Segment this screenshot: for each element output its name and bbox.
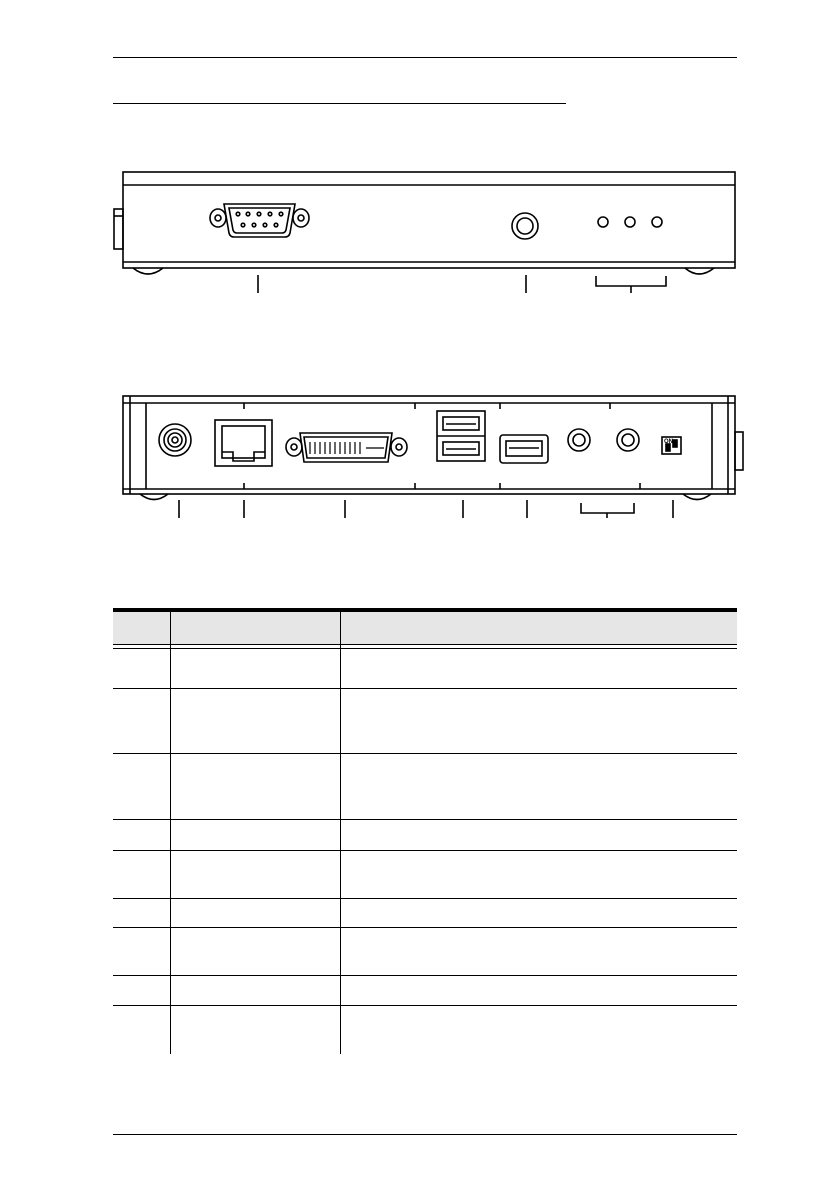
front-button (512, 213, 538, 239)
front-panel-drawing (114, 172, 735, 293)
row-separator (113, 1005, 737, 1006)
rear-usb-single (500, 435, 548, 463)
row-separator (113, 753, 737, 754)
footer-rule (113, 1134, 737, 1135)
dip-switch-on-label: ON (664, 439, 673, 445)
rear-lan-port (215, 420, 272, 466)
rear-dvi-port (286, 433, 407, 462)
row-separator (113, 850, 737, 851)
table-header-rule (113, 644, 737, 645)
panel-diagrams (0, 0, 823, 560)
row-separator (113, 975, 737, 976)
rear-panel-drawing (123, 396, 743, 518)
row-separator (113, 898, 737, 899)
rear-power-jack (159, 424, 191, 456)
table-header (113, 612, 737, 644)
rear-audio-jacks (568, 429, 639, 451)
column-separator (340, 612, 341, 1054)
rear-usb-stack (437, 411, 485, 461)
front-rs232-port (210, 204, 309, 237)
column-separator (170, 612, 171, 1054)
row-separator (113, 927, 737, 928)
front-leds (598, 217, 662, 227)
row-separator (113, 688, 737, 689)
component-table (113, 608, 737, 1054)
row-separator (113, 819, 737, 820)
row-separator (113, 648, 737, 649)
